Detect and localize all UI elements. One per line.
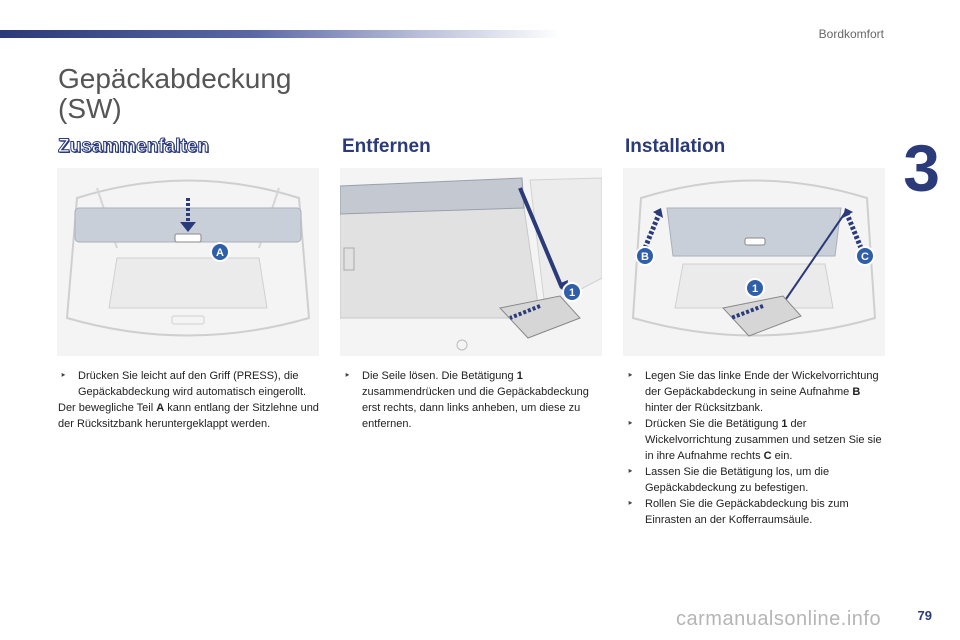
page-title-line2: (SW) (58, 93, 122, 124)
illustration-fold (57, 168, 319, 356)
watermark: carmanualsonline.info (676, 608, 882, 630)
remove-step-1: ‣ Die Seile lösen. Die Betätigung 1 zusammendrücken und die Gepäckabdeckung erst rechts, dann links anheben, um diese zu entfernen. (342, 368, 604, 432)
heading-fold: Zusammenfalten (58, 136, 209, 157)
install-step-1: ‣ Legen Sie das linke Ende der Wickelvorrichtung der Gepäckabdeckung in seine Aufnahme B hinter der Rücksitzbank. (625, 368, 887, 416)
callout-a: A (216, 247, 224, 259)
page-number: 79 (917, 608, 932, 623)
illustration-remove (340, 168, 602, 356)
install-step-4: ‣ Rollen Sie die Gepäckabdeckung bis zum Einrasten an der Kofferraumsäule. (625, 496, 887, 528)
text-install (625, 368, 887, 528)
text-remove (342, 368, 604, 432)
page-title (58, 64, 292, 124)
illustration-install (623, 168, 885, 356)
trunk-remove-drawing (340, 168, 602, 356)
heading-remove: Entfernen (342, 136, 431, 157)
trunk-install-drawing (623, 168, 885, 356)
install-step-3: ‣ Lassen Sie die Betätigung los, um die Gepäckabdeckung zu befestigen. (625, 464, 887, 496)
callout-1-remove: 1 (568, 287, 576, 299)
fold-step-1: ‣ Drücken Sie leicht auf den Griff (PRESS), die Gepäckabdeckung wird automatisch eingerollt. (58, 368, 320, 400)
section-label: Bordkomfort (818, 27, 884, 41)
page-title-line1: Gepäckabdeckung (58, 63, 292, 94)
header-gradient-bar (0, 30, 560, 38)
install-step-2: ‣ Drücken Sie die Betätigung 1 der Wickelvorrichtung zusammen und setzen Sie sie in ihre Aufnahme rechts C ein. (625, 416, 887, 464)
heading-install: Installation (625, 136, 726, 157)
callout-1-install: 1 (751, 283, 759, 295)
trunk-fold-drawing (57, 168, 319, 356)
callout-c: C (861, 251, 869, 263)
callout-b: B (641, 251, 649, 263)
chapter-number: 3 (903, 131, 940, 205)
fold-note: Der bewegliche Teil A kann entlang der Sitzlehne und der Rücksitzbank heruntergeklappt werden. (58, 402, 319, 430)
text-fold (58, 368, 320, 432)
